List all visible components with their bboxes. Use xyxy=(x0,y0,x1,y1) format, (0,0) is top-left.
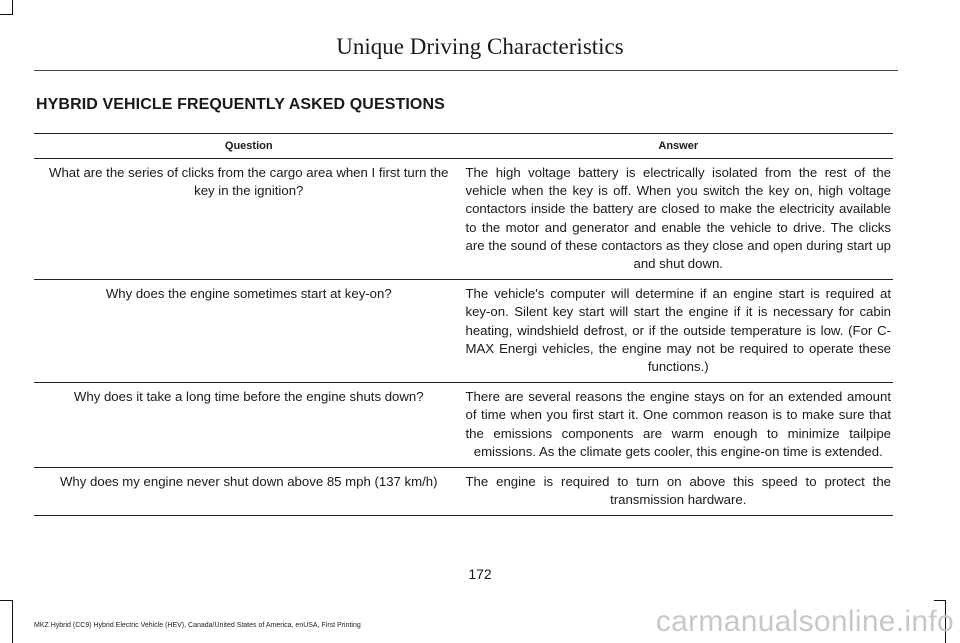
crop-mark-top-left-v xyxy=(12,0,13,14)
faq-table xyxy=(34,133,893,516)
question-cell: Why does my engine never shut down above 85 mph (137 km/h) xyxy=(34,468,464,516)
question-cell: What are the series of clicks from the cargo area when I first turn the key in the ignition? xyxy=(34,159,464,280)
footer-vehicle-text: MKZ Hybrid (CC9) Hybrid Electric Vehicle (HEV), Canada/United States of America, enUSA, First Printing xyxy=(34,622,361,629)
answer-cell: The high voltage battery is electrically isolated from the rest of the vehicle when the key is off. When you switch the key on, high voltage contactors inside the battery are closed to make the electricity available to the motor and generator and enable the vehicle to drive. The clicks are the sound of these contactors as they close and open during start up and shut down. xyxy=(464,159,894,280)
crop-mark-bottom-left-v xyxy=(12,600,13,643)
answer-cell: The vehicle's computer will determine if an engine start is required at key-on. Silent key start will start the engine if it is necessary for cabin heating, windshield defrost, or if the outside temperature is low. (For C-MAX Energi vehicles, the engine may not be required to operate these functions.) xyxy=(464,280,894,383)
table-row xyxy=(34,383,893,468)
column-header-answer: Answer xyxy=(464,134,894,159)
table-row xyxy=(34,159,893,280)
header-divider xyxy=(34,70,898,71)
crop-mark-bottom-left-h xyxy=(0,600,13,601)
crop-mark-right-h xyxy=(934,600,946,601)
table-row xyxy=(34,468,893,516)
section-title: HYBRID VEHICLE FREQUENTLY ASKED QUESTIONS xyxy=(36,96,445,113)
question-cell: Why does it take a long time before the engine shuts down? xyxy=(34,383,464,468)
answer-cell: The engine is required to turn on above this speed to protect the transmission hardware. xyxy=(464,468,894,516)
page-number: 172 xyxy=(468,566,492,582)
table-row xyxy=(34,280,893,383)
table-header-row xyxy=(34,134,893,159)
watermark[interactable]: carmanualsonline.info xyxy=(655,605,954,638)
column-header-question: Question xyxy=(34,134,464,159)
question-cell: Why does the engine sometimes start at key-on? xyxy=(34,280,464,383)
crop-mark-top-left-h xyxy=(0,14,13,15)
page-header-title: Unique Driving Characteristics xyxy=(336,34,624,59)
answer-cell: There are several reasons the engine stays on for an extended amount of time when you first start it. One common reason is to make sure that the emissions components are warm enough to minimize tailpipe emissions. As the climate gets cooler, this engine-on time is extended. xyxy=(464,383,894,468)
